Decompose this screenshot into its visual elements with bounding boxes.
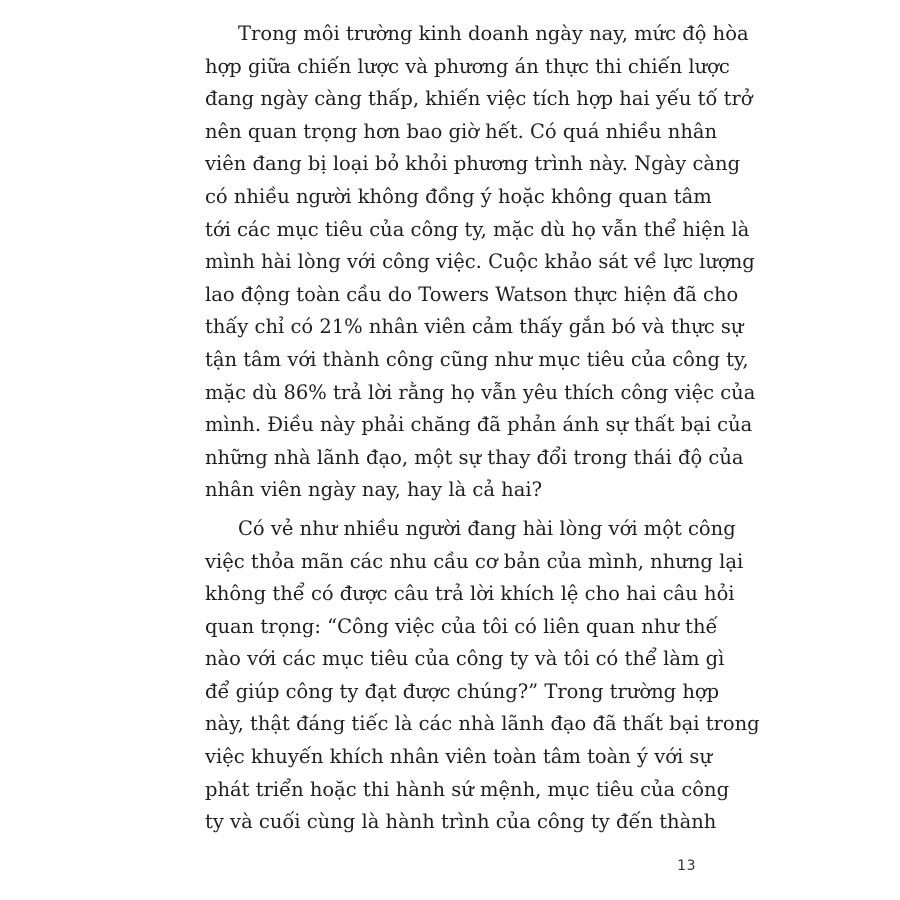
paragraph-1 xyxy=(205,18,756,507)
text-line: Trong môi trường kinh doanh ngày nay, mức độ hòa xyxy=(238,22,749,45)
text-line: để giúp công ty đạt được chúng?” Trong trường hợp xyxy=(205,679,720,703)
text-line: có nhiều người không đồng ý hoặc không quan tâm xyxy=(205,184,712,208)
text-line: tới các mục tiêu của công ty, mặc dù họ vẫn thể hiện là xyxy=(205,217,750,241)
text-line: Có vẻ như nhiều người đang hài lòng với một công xyxy=(238,516,736,540)
text-line: đang ngày càng thấp, khiến việc tích hợp hai yếu tố trở xyxy=(205,87,753,111)
text-line: việc thỏa mãn các nhu cầu cơ bản của mình, nhưng lại xyxy=(205,549,744,573)
body-text xyxy=(205,18,760,839)
text-line: không thể có được câu trả lời khích lệ cho hai câu hỏi xyxy=(205,582,735,606)
text-line: thấy chỉ có 21% nhân viên cảm thấy gắn bó và thực sự xyxy=(205,315,744,339)
text-line: ty và cuối cùng là hành trình của công ty đến thành xyxy=(205,810,717,834)
page-number: 13 xyxy=(677,858,696,874)
text-line: phát triển hoặc thi hành sứ mệnh, mục tiêu của công xyxy=(205,777,730,801)
text-line: mình. Điều này phải chăng đã phản ánh sự thất bại của xyxy=(205,413,753,437)
text-line: mặc dù 86% trả lời rằng họ vẫn yêu thích công việc của xyxy=(205,380,756,404)
text-line: lao động toàn cầu do Towers Watson thực hiện đã cho xyxy=(205,282,739,306)
text-line: mình hài lòng với công việc. Cuộc khảo sát về lực lượng xyxy=(205,250,755,274)
text-line: tận tâm với thành công cũng như mục tiêu của công ty, xyxy=(205,347,749,371)
text-line: hợp giữa chiến lược và phương án thực thi chiến lược xyxy=(205,54,730,78)
text-line: quan trọng: “Công việc của tôi có liên quan như thế xyxy=(205,614,718,638)
text-line: việc khuyến khích nhân viên toàn tâm toàn ý với sự xyxy=(205,745,712,769)
text-line: viên đang bị loại bỏ khỏi phương trình này. Ngày càng xyxy=(205,152,741,176)
text-line: nào với các mục tiêu của công ty và tôi có thể làm gì xyxy=(205,647,725,671)
text-line: này, thật đáng tiếc là các nhà lãnh đạo đã thất bại trong xyxy=(205,712,760,736)
paragraph-2 xyxy=(205,513,760,839)
text-line: nhân viên ngày nay, hay là cả hai? xyxy=(205,478,543,502)
text-line: những nhà lãnh đạo, một sự thay đổi trong thái độ của xyxy=(205,445,744,469)
text-line: nên quan trọng hơn bao giờ hết. Có quá nhiều nhân xyxy=(205,119,718,143)
